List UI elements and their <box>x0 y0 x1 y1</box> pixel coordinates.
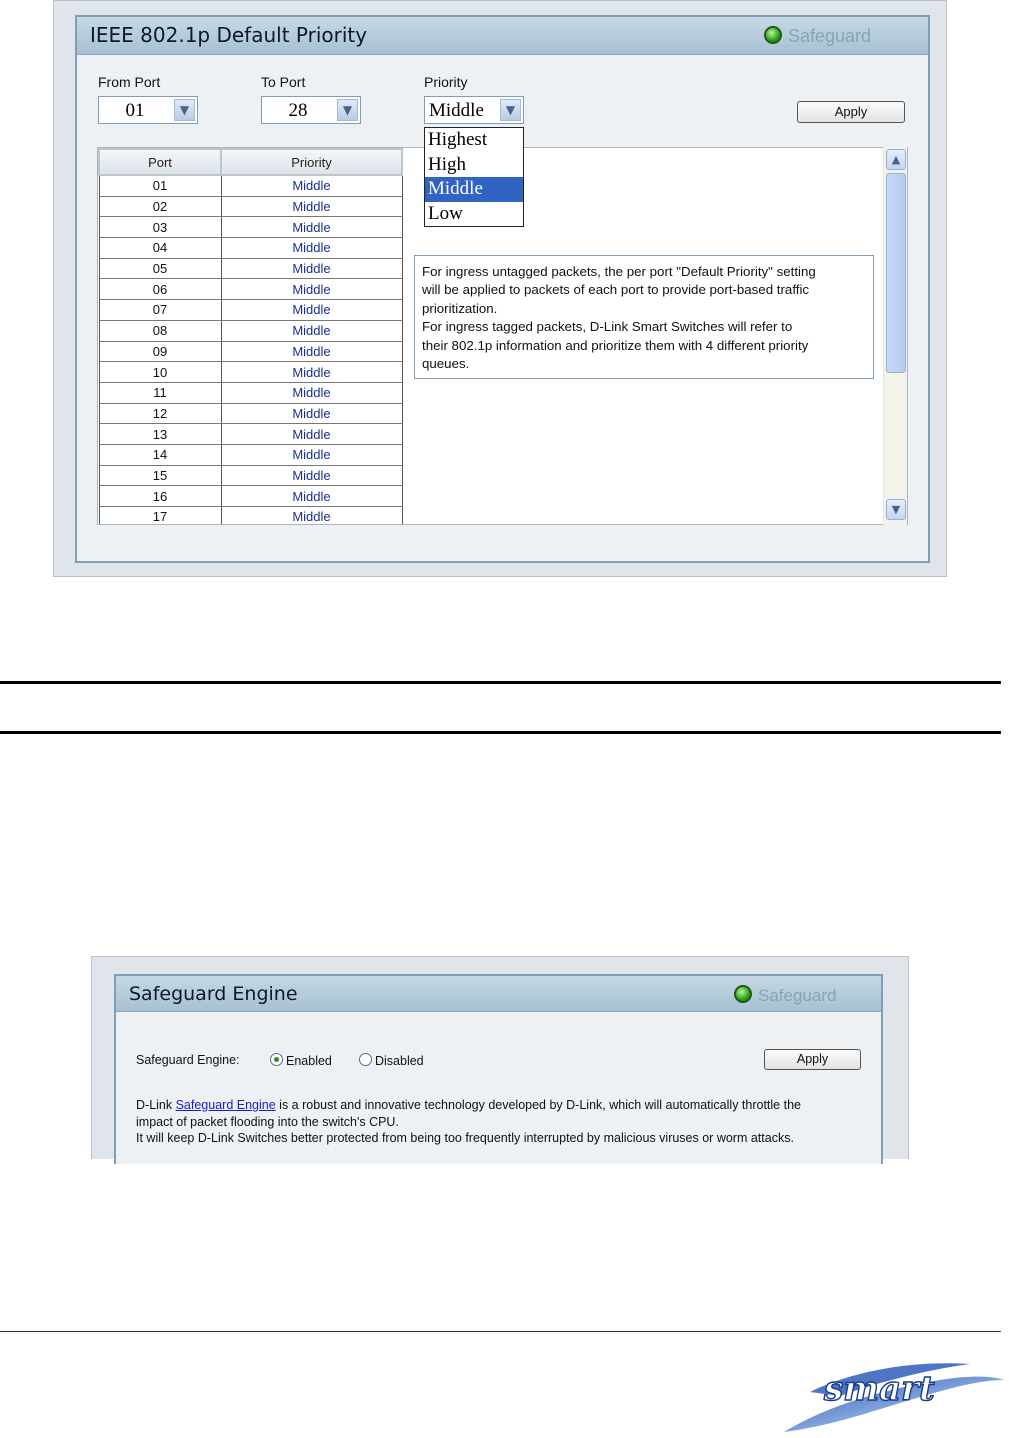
disabled-label: Disabled <box>375 1054 424 1068</box>
safeguard-engine-link[interactable]: Safeguard Engine <box>175 1098 276 1112</box>
chevron-down-icon[interactable]: ▼ <box>337 99 358 121</box>
table-row <box>99 362 402 383</box>
logo-wordmark: smart <box>824 1369 935 1409</box>
priority-option-low[interactable]: Low <box>428 202 463 224</box>
priority-cell: Middle <box>221 217 402 238</box>
priority-cell: Middle <box>221 362 402 383</box>
safeguard-engine-label: Safeguard Engine: <box>136 1053 240 1067</box>
priority-cell: Middle <box>221 300 402 321</box>
port-cell: 12 <box>99 403 221 424</box>
port-cell: 06 <box>99 279 221 300</box>
table-row <box>99 258 402 279</box>
table-row <box>99 465 402 486</box>
chevron-down-icon[interactable]: ▼ <box>174 99 195 121</box>
note-line: queues. <box>422 356 470 372</box>
priority-label: Priority <box>424 74 468 90</box>
apply-button[interactable]: Apply <box>764 1049 861 1070</box>
safeguard-description <box>136 1097 876 1147</box>
port-priority-table <box>98 148 403 525</box>
table-row <box>99 382 402 403</box>
table-row <box>99 403 402 424</box>
from-port-label: From Port <box>98 74 161 90</box>
to-port-value: 28 <box>288 100 308 121</box>
safeguard-label: Safeguard <box>758 986 837 1005</box>
note-line: For ingress tagged packets, D-Link Smart Switches will refer to <box>422 319 793 335</box>
port-cell: 07 <box>99 300 221 321</box>
status-light-icon <box>734 985 752 1003</box>
priority-cell: Middle <box>221 382 402 403</box>
panel-title-bar <box>116 976 881 1012</box>
port-cell: 02 <box>99 196 221 217</box>
divider-rule <box>0 681 1001 684</box>
port-cell: 15 <box>99 465 221 486</box>
priority-cell: Middle <box>221 341 402 362</box>
priority-cell: Middle <box>221 279 402 300</box>
from-port-select[interactable] <box>98 96 198 124</box>
priority-info-note <box>414 255 874 379</box>
table-row <box>99 217 402 238</box>
port-cell: 10 <box>99 362 221 383</box>
table-row <box>99 300 402 321</box>
port-column-header: Port <box>99 149 221 175</box>
priority-cell: Middle <box>221 444 402 465</box>
priority-value: Middle <box>429 100 484 121</box>
scroll-up-icon[interactable]: ▲ <box>886 149 906 170</box>
table-row <box>99 424 402 445</box>
from-port-value: 01 <box>125 100 145 121</box>
table-row <box>99 320 402 341</box>
priority-cell: Middle <box>221 403 402 424</box>
smart-logo <box>780 1352 1006 1438</box>
port-cell: 03 <box>99 217 221 238</box>
to-port-label: To Port <box>261 74 306 90</box>
priority-select[interactable] <box>424 96 524 124</box>
port-cell: 05 <box>99 258 221 279</box>
panel-title: IEEE 802.1p Default Priority <box>90 23 368 47</box>
port-cell: 01 <box>99 175 221 196</box>
status-light-icon <box>764 26 782 44</box>
priority-cell: Middle <box>221 258 402 279</box>
panel-title-bar <box>77 17 928 55</box>
description-line: It will keep D-Link Switches better protected from being too frequently interrupted by malicious viruses or worm attacks. <box>136 1131 794 1145</box>
note-line: their 802.1p information and prioritize them with 4 different priority <box>422 337 809 353</box>
port-cell: 14 <box>99 444 221 465</box>
priority-cell: Middle <box>221 507 402 526</box>
table-row <box>99 341 402 362</box>
table-row <box>99 486 402 507</box>
enabled-radio[interactable] <box>270 1053 283 1066</box>
enabled-label: Enabled <box>286 1054 332 1068</box>
priority-cell: Middle <box>221 320 402 341</box>
disabled-option[interactable] <box>359 1053 424 1068</box>
port-cell: 08 <box>99 320 221 341</box>
priority-dropdown-list[interactable] <box>424 127 524 227</box>
priority-option-middle[interactable]: Middle <box>425 177 523 202</box>
scrollbar-thumb[interactable] <box>886 173 906 373</box>
safeguard-indicator <box>734 985 836 1006</box>
table-row <box>99 507 402 526</box>
table-row <box>99 238 402 259</box>
note-line: For ingress untagged packets, the per port "Default Priority" setting <box>422 264 816 279</box>
description-line <box>136 1097 876 1114</box>
to-port-select[interactable] <box>261 96 361 124</box>
divider-rule <box>0 731 1001 734</box>
priority-cell: Middle <box>221 196 402 217</box>
description-suffix: is a robust and innovative technology developed by D-Link, which will automatically throttle the <box>275 1098 801 1112</box>
priority-cell: Middle <box>221 486 402 507</box>
vertical-scrollbar[interactable] <box>883 147 907 525</box>
safeguard-indicator <box>764 26 871 47</box>
priority-cell: Middle <box>221 238 402 259</box>
disabled-radio[interactable] <box>359 1053 372 1066</box>
note-line: prioritization. <box>422 300 498 316</box>
description-line: impact of packet flooding into the switch's CPU. <box>136 1114 399 1129</box>
footer-rule <box>0 1331 1001 1332</box>
priority-cell: Middle <box>221 424 402 445</box>
port-cell: 09 <box>99 341 221 362</box>
enabled-option[interactable] <box>270 1053 332 1068</box>
port-cell: 04 <box>99 238 221 259</box>
port-cell: 17 <box>99 507 221 526</box>
scroll-down-icon[interactable]: ▼ <box>886 499 906 520</box>
priority-cell: Middle <box>221 175 402 196</box>
note-line: will be applied to packets of each port to provide port-based traffic <box>422 282 810 298</box>
table-header-row <box>99 149 402 175</box>
panel-title: Safeguard Engine <box>129 983 298 1005</box>
port-cell: 16 <box>99 486 221 507</box>
port-cell: 11 <box>99 382 221 403</box>
priority-column-header: Priority <box>221 149 402 175</box>
priority-option-highest[interactable]: Highest <box>428 129 488 150</box>
description-prefix: D-Link <box>136 1098 176 1112</box>
safeguard-engine-row <box>136 1053 240 1067</box>
port-cell: 13 <box>99 424 221 445</box>
apply-button[interactable]: Apply <box>797 101 905 123</box>
table-row <box>99 196 402 217</box>
priority-cell: Middle <box>221 465 402 486</box>
table-row <box>99 444 402 465</box>
table-row <box>99 175 402 196</box>
chevron-down-icon[interactable]: ▼ <box>500 99 521 121</box>
priority-option-high[interactable]: High <box>428 153 466 175</box>
table-row <box>99 279 402 300</box>
safeguard-label: Safeguard <box>788 26 872 46</box>
